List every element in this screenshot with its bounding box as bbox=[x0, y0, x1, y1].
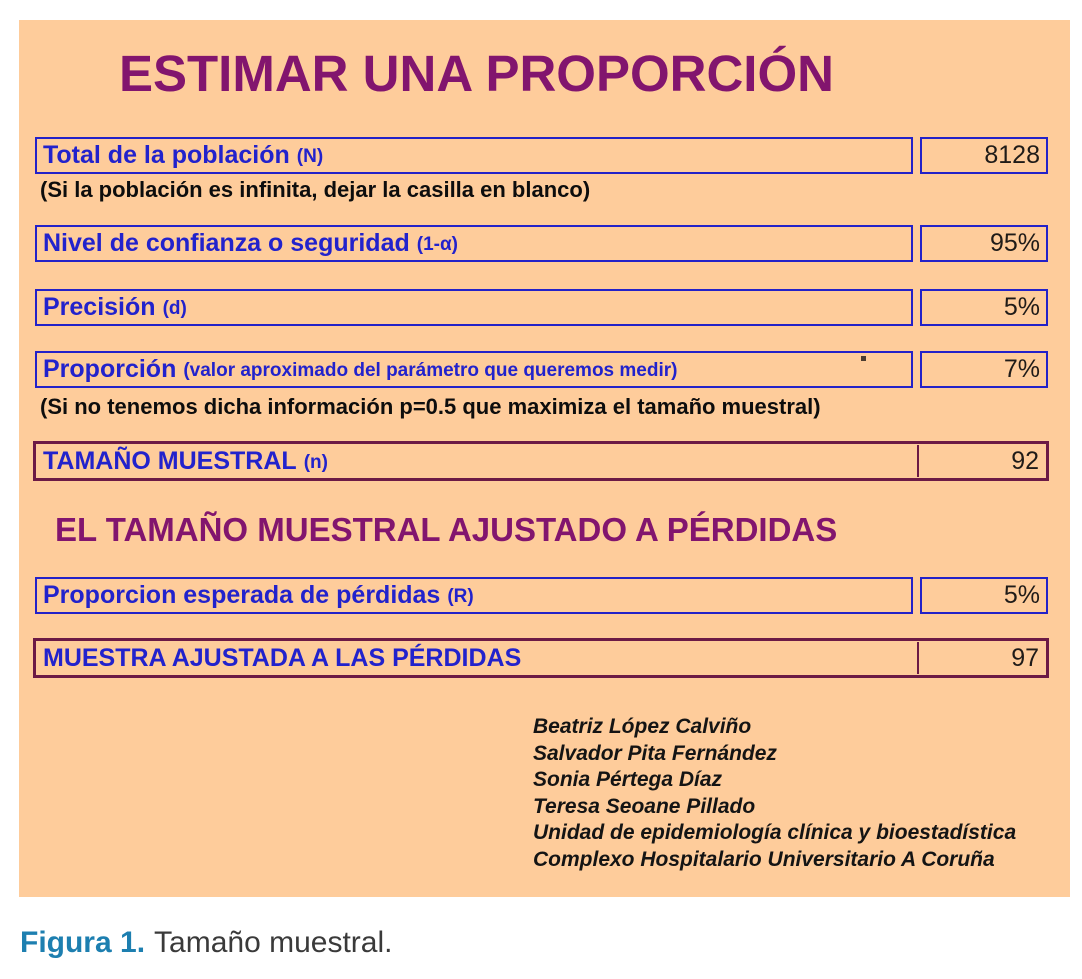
muestra-ajustada-result: 97 bbox=[919, 642, 1045, 674]
nivel-confianza-input[interactable]: 95% bbox=[920, 225, 1048, 262]
tamano-muestral-label: TAMAÑO MUESTRAL bbox=[43, 446, 297, 475]
main-title: ESTIMAR UNA PROPORCIÓN bbox=[119, 45, 834, 102]
row-nivel-confianza bbox=[35, 225, 1048, 262]
nivel-confianza-label: Nivel de confianza o seguridad bbox=[43, 229, 410, 257]
note-p-maximiza: (Si no tenemos dicha información p=0.5 que maximiza el tamaño muestral) bbox=[40, 394, 821, 419]
precision-label-cell bbox=[35, 289, 913, 326]
row-total-poblacion bbox=[35, 137, 1048, 174]
proporcion-perdidas-symbol: (R) bbox=[447, 586, 474, 607]
nivel-confianza-label-cell bbox=[35, 225, 913, 262]
proporcion-perdidas-label: Proporcion esperada de pérdidas bbox=[43, 581, 441, 609]
tamano-muestral-result: 92 bbox=[919, 445, 1045, 477]
calculator-panel bbox=[19, 20, 1070, 897]
stray-mark bbox=[861, 356, 866, 361]
tamano-muestral-label-cell bbox=[37, 445, 919, 477]
muestra-ajustada-label: MUESTRA AJUSTADA A LAS PÉRDIDAS bbox=[43, 643, 522, 672]
proporcion-label: Proporción bbox=[43, 355, 177, 383]
row-tamano-muestral bbox=[33, 441, 1049, 481]
figure-caption-text: Tamaño muestral. bbox=[154, 926, 393, 959]
total-poblacion-label-cell bbox=[35, 137, 913, 174]
proporcion-perdidas-label-cell bbox=[35, 577, 913, 614]
credit-line: Beatriz López Calviño bbox=[533, 715, 752, 738]
credit-line: Unidad de epidemiología clínica y bioestadística bbox=[533, 821, 1017, 844]
figure-caption bbox=[20, 926, 392, 960]
credit-line: Sonia Pértega Díaz bbox=[533, 768, 723, 791]
row-proporcion bbox=[35, 351, 1048, 388]
precision-input[interactable]: 5% bbox=[920, 289, 1048, 326]
row-muestra-ajustada bbox=[33, 638, 1049, 678]
proporcion-symbol: (valor aproximado del parámetro que queremos medir) bbox=[183, 360, 678, 381]
total-poblacion-label: Total de la población bbox=[43, 141, 290, 169]
credit-line: Salvador Pita Fernández bbox=[533, 741, 777, 765]
proporcion-label-cell bbox=[35, 351, 913, 388]
credit-line: Teresa Seoane Pillado bbox=[533, 794, 756, 818]
row-precision bbox=[35, 289, 1048, 326]
credit-line: Complexo Hospitalario Universitario A Coruña bbox=[533, 847, 995, 871]
note-poblacion-infinita: (Si la población es infinita, dejar la casilla en blanco) bbox=[40, 177, 591, 202]
proporcion-input[interactable]: 7% bbox=[920, 351, 1048, 388]
figure-caption-label: Figura 1. bbox=[20, 926, 146, 959]
precision-symbol: (d) bbox=[162, 298, 187, 319]
nivel-confianza-symbol: (1-α) bbox=[416, 234, 458, 255]
section-title-ajustado: EL TAMAÑO MUESTRAL AJUSTADO A PÉRDIDAS bbox=[55, 511, 838, 548]
row-proporcion-perdidas bbox=[35, 577, 1048, 614]
credits-block bbox=[533, 714, 1016, 873]
tamano-muestral-symbol: (n) bbox=[303, 451, 328, 473]
proporcion-perdidas-input[interactable]: 5% bbox=[920, 577, 1048, 614]
total-poblacion-symbol: (N) bbox=[296, 146, 324, 167]
total-poblacion-input[interactable]: 8128 bbox=[920, 137, 1048, 174]
muestra-ajustada-label-cell bbox=[37, 642, 919, 674]
precision-label: Precisión bbox=[43, 293, 156, 321]
